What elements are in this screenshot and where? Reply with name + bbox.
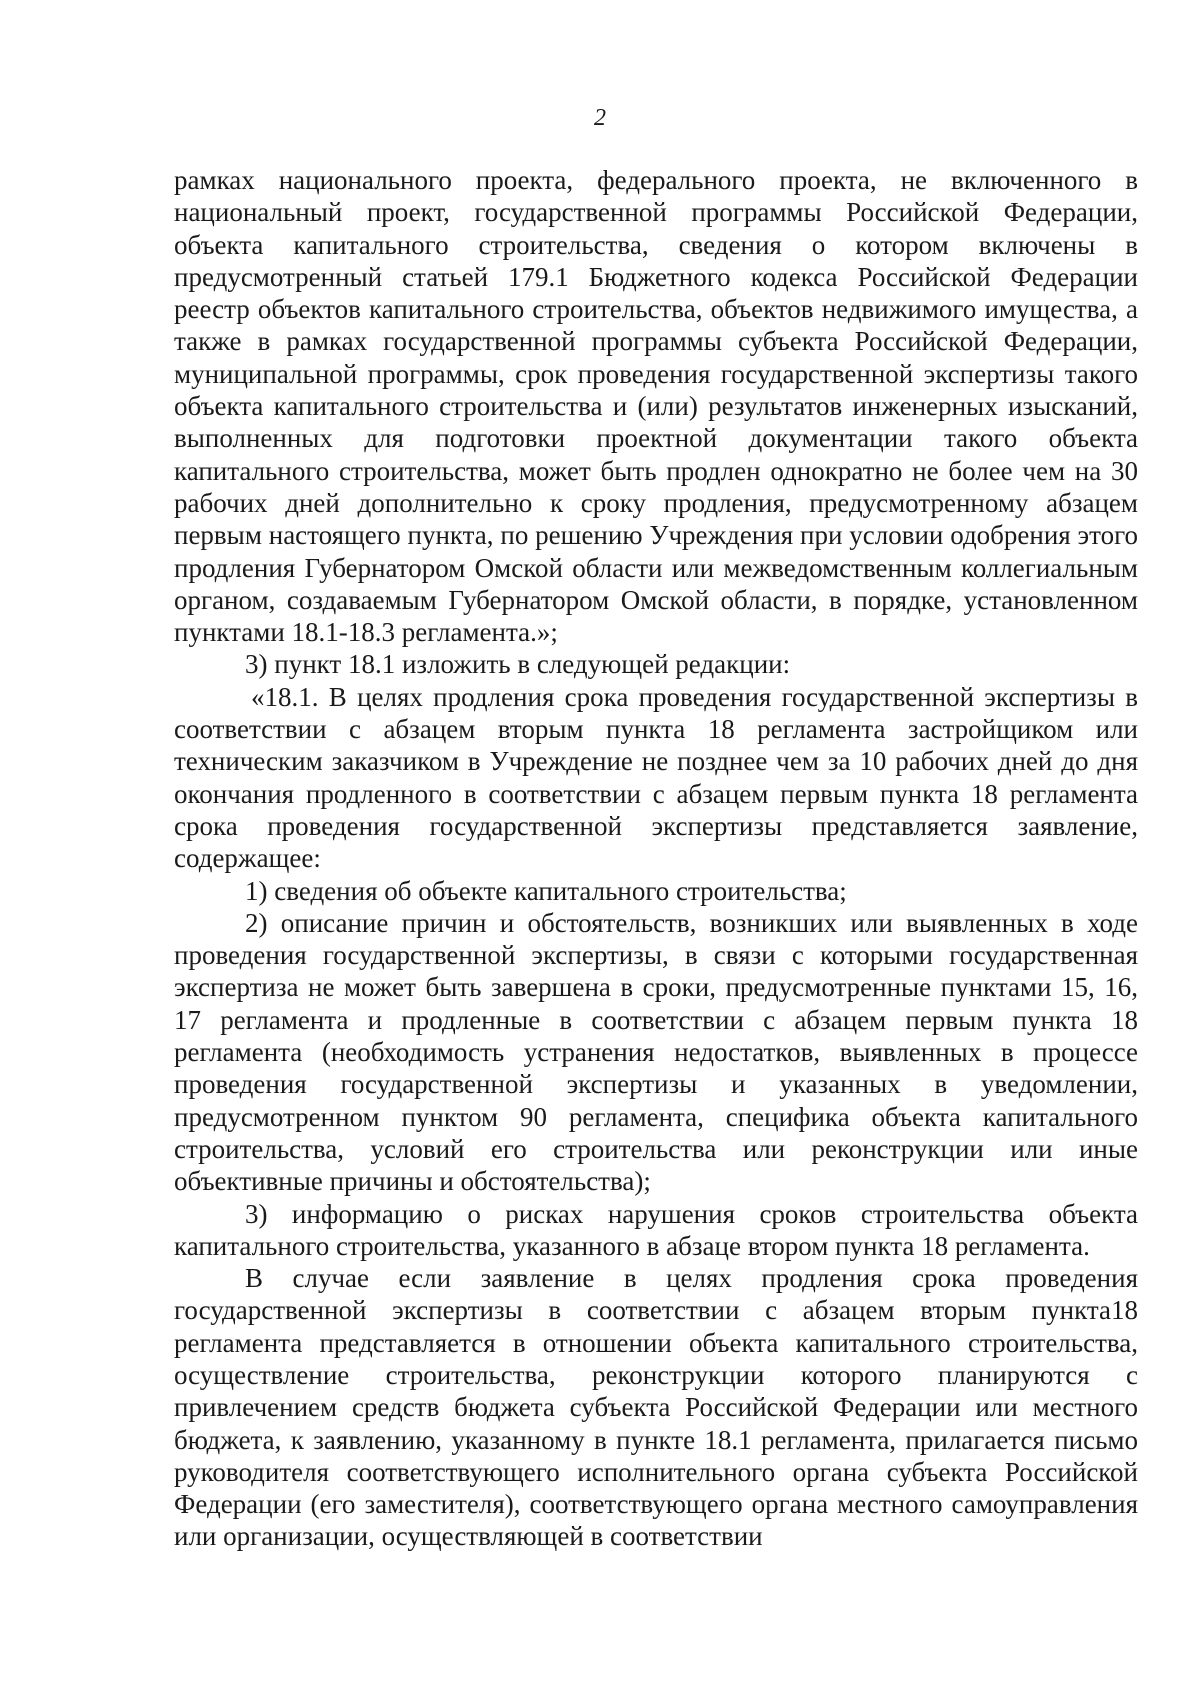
paragraph-subitem-3: 3) информацию о рисках нарушения сроков строительства объекта капитального строительства, указанного в абзаце втором пункта 18 регламента. <box>174 1198 1138 1261</box>
paragraph-continuation: рамках национального проекта, федерального проекта, не включенного в национальный проект, государственной программы Российской Федерации, объекта капитального строительства, сведения о котором включены в предусмотренный статьей 179.1 Бюджетного кодекса Российской Федерации реестр объектов капитального строительства, объектов недвижимого имущества, а также в рамках государственной программы субъекта Российской Федерации, муниципальной программы, срок проведения государственной экспертизы такого объекта капитального строительства и (или) результатов инженерных изысканий, выполненных для подготовки проектной документации такого объекта капитального строительства, может быть продлен однократно не более чем на 30 рабочих дней дополнительно к сроку продления, предусмотренному абзацем первым настоящего пункта, по решению Учреждения при условии одобрения этого продления Губернатором Омской области или межведомственным коллегиальным органом, создаваемым Губернатором Омской области, в порядке, установленном пунктами 18.1-18.3 регламента.»; <box>174 165 1138 648</box>
paragraph-subitem-1: 1) сведения об объекте капитального строительства; <box>245 875 847 906</box>
document-body <box>174 164 1138 1553</box>
paragraph-subitem-2: 2) описание причин и обстоятельств, возникших или выявленных в ходе проведения государственной экспертизы, в связи с которыми государственная экспертиза не может быть завершена в сроки, предусмотренные пунктами 15, 16, 17 регламента и продленные в соответствии с абзацем первым пункта 18 регламента (необходимость устранения недостатков, выявленных в процессе проведения государственной экспертизы и указанных в уведомлении, предусмотренном пунктом 90 регламента, специфика объекта капитального строительства, условий его строительства или реконструкции или иные объективные причины и обстоятельства); <box>174 907 1138 1197</box>
paragraph-clause-18-1: «18.1. В целях продления срока проведения государственной экспертизы в соответствии с абзацем вторым пункта 18 регламента застройщиком или техническим заказчиком в Учреждение не позднее чем за 10 рабочих дней до дня окончания продленного в соответствии с абзацем первым пункта 18 регламента срока проведения государственной экспертизы представляется заявление, содержащее: <box>174 681 1138 874</box>
page-number: 2 <box>594 105 606 131</box>
paragraph-budget-case: В случае если заявление в целях продления срока проведения государственной экспертизы в соответствии с абзацем вторым пункта18 регламента представляется в отношении объекта капитального строительства, осуществление строительства, реконструкции которого планируются с привлечением средств бюджета субъекта Российской Федерации или местного бюджета, к заявлению, указанному в пункте 18.1 регламента, прилагается письмо руководителя соответствующего исполнительного органа субъекта Российской Федерации (его заместителя), соответствующего органа местного самоуправления или организации, осуществляющей в соответствии <box>174 1263 1138 1552</box>
paragraph-item-3: 3) пункт 18.1 изложить в следующей редакции: <box>245 649 791 680</box>
